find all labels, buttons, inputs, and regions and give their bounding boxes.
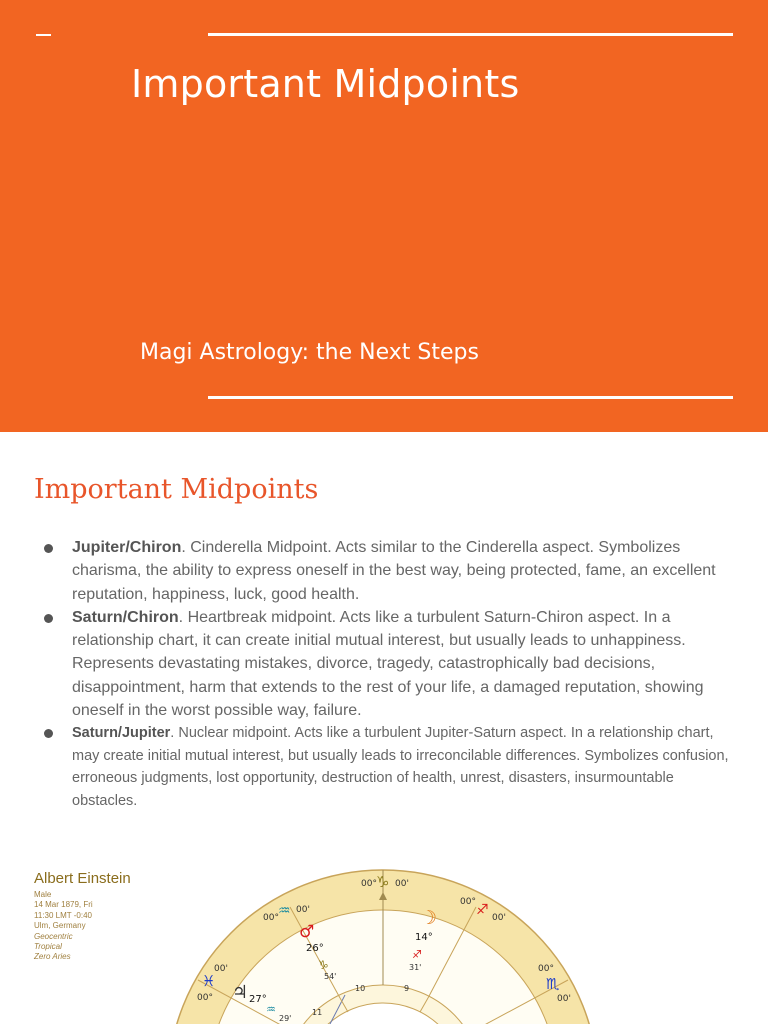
chart-detail: Male <box>34 890 52 899</box>
house-number: 11 <box>312 1008 323 1017</box>
midpoint-description: . Nuclear midpoint. Acts like a turbulent Jupiter-Saturn aspect. In a relationship chart, may create initial mutual interest, but usually leads to irreconcilable differences. Symbolizes confusion, erroneous judgments, lost opportunity, destruction of health, unrest, disasters, insurmountable obstacles. <box>72 725 729 809</box>
title-slide <box>0 0 768 432</box>
planet-minutes: 54' <box>324 972 337 981</box>
chart-setting: Geocentric <box>34 931 73 941</box>
capricorn-icon: ♑ <box>376 873 390 891</box>
house-number: 9 <box>404 984 410 993</box>
midpoint-list <box>0 536 768 812</box>
slide-title: Important Midpoints <box>131 62 520 106</box>
scorpio-icon: ♏ <box>546 975 560 993</box>
cusp-minutes: 00' <box>492 913 506 923</box>
cusp-degree: 00° <box>538 964 554 974</box>
planet-degree: 27° <box>249 994 267 1005</box>
section-heading: Important Midpoints <box>34 474 319 505</box>
mars-icon: ♂ <box>299 922 315 942</box>
planet-minutes: 31' <box>409 963 422 972</box>
bullet-icon <box>44 729 53 738</box>
planet-degree: 14° <box>415 932 433 943</box>
slide-subtitle: Magi Astrology: the Next Steps <box>140 340 479 365</box>
chart-setting: Zero Aries <box>34 952 71 962</box>
cusp-degree: 00° <box>197 993 213 1003</box>
midpoint-description: . Cinderella Midpoint. Acts similar to the Cinderella aspect. Symbolizes charisma, the ability to express oneself in the best way, being protected, fame, an excellent reputation, happiness, luck, good health. <box>72 539 716 603</box>
midpoint-description: . Heartbreak midpoint. Acts like a turbulent Saturn-Chiron aspect. In a relationship chart, it can create initial mutual interest, but usually leads to unhappiness. Represents devastating mistakes, divorce, tragedy, catastrophically bad decisions, disappointment, harm that extends to the rest of your life, a damaged reputation, showing oneself in the worst possible way, failure. <box>72 608 704 720</box>
pisces-icon: ♓ <box>202 972 216 990</box>
cusp-degree: 00° <box>263 913 279 923</box>
sagittarius-icon: ♐ <box>412 948 422 961</box>
bullet-icon <box>44 614 53 623</box>
sagittarius-icon: ♐ <box>476 902 489 918</box>
bottom-rule <box>208 396 733 399</box>
bullet-icon <box>44 544 53 553</box>
chart-detail: 14 Mar 1879, Fri <box>34 900 93 910</box>
chart-detail: 11:30 LMT -0:40 <box>34 910 92 920</box>
astrology-wheel <box>0 820 768 1024</box>
planet-degree: 26° <box>306 943 324 954</box>
moon-icon: ☽ <box>420 907 438 929</box>
accent-dash <box>36 34 51 36</box>
cusp-minutes: 00' <box>214 964 228 974</box>
cusp-degree: 00° <box>460 897 476 907</box>
chart-person-name: Albert Einstein <box>34 870 131 887</box>
cusp-minutes: 00' <box>395 879 409 889</box>
house-number: 10 <box>355 984 366 993</box>
list-item <box>0 536 768 606</box>
midpoint-term: Saturn/Chiron <box>72 608 179 626</box>
chart-setting: Tropical <box>34 942 62 952</box>
midpoint-term: Saturn/Jupiter <box>72 725 171 742</box>
cusp-minutes: 00' <box>296 905 310 915</box>
cusp-minutes: 00' <box>557 994 571 1004</box>
list-item <box>0 606 768 722</box>
top-rule <box>208 33 733 36</box>
cusp-degree: 00° <box>361 879 377 889</box>
capricorn-icon: ♑ <box>318 958 329 972</box>
planet-minutes: 29' <box>279 1014 292 1023</box>
midpoint-term: Jupiter/Chiron <box>72 539 182 556</box>
aquarius-icon: ♒ <box>278 903 291 919</box>
list-item <box>0 722 768 812</box>
jupiter-icon: ♃ <box>232 982 249 1003</box>
aquarius-icon: ♒ <box>266 1003 276 1016</box>
chart-detail: Ulm, Germany <box>34 921 86 931</box>
